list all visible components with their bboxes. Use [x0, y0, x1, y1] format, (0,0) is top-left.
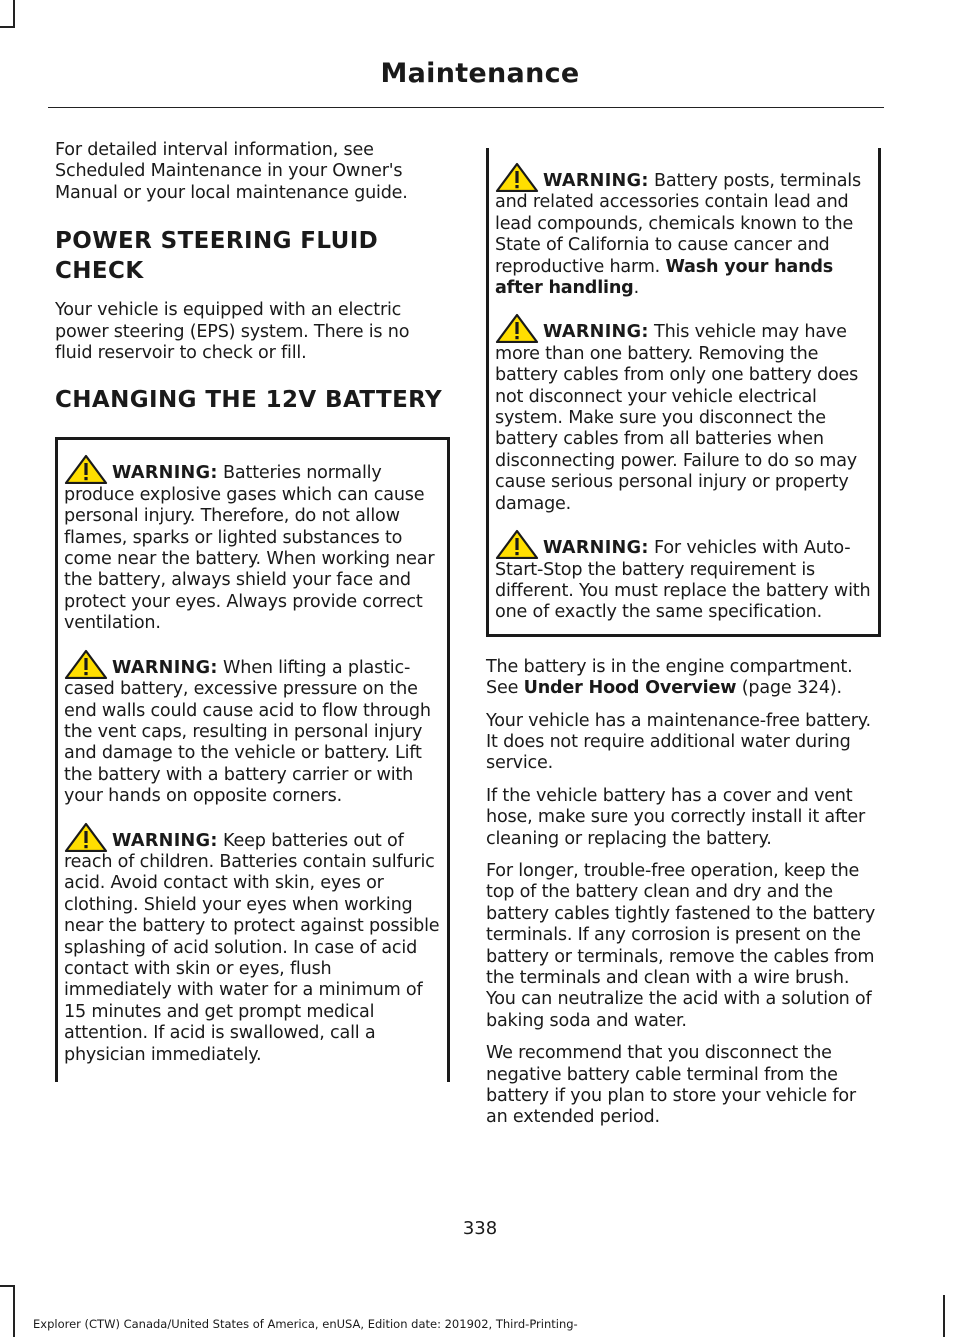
warning-end: .: [633, 278, 639, 299]
footer-edition: Explorer (CTW) Canada/United States of America, enUSA, Edition date: 201902, Third-Printing-: [33, 1317, 578, 1331]
warning-triangle-icon: [64, 649, 108, 679]
header-rule: [48, 107, 884, 108]
crop-mark: [13, 1285, 15, 1337]
warning-label: WARNING:: [112, 657, 218, 678]
warning-box-right: [486, 148, 881, 637]
warning-label: WARNING:: [112, 463, 218, 484]
section-heading-battery: CHANGING THE 12V BATTERY: [55, 387, 443, 414]
cover-vent-paragraph: If the vehicle battery has a cover and vent hose, make sure you correctly install it after cleaning or replacing the battery.: [486, 785, 866, 849]
warning-label: WARNING:: [543, 171, 649, 191]
battery-location-text: The battery is in the engine compartment. See: [486, 656, 853, 699]
under-hood-overview-link[interactable]: Under Hood Overview: [523, 678, 737, 699]
warning-emphasis: Wash your hands after handling: [495, 256, 834, 299]
maintenance-free-paragraph: Your vehicle has a maintenance-free battery. It does not require additional water during service.: [486, 710, 871, 774]
warning-triangle-icon: [495, 162, 539, 192]
warning-triangle-icon: [495, 529, 539, 559]
warning-text: Battery posts, terminals and related accessories contain lead and lead compounds, chemicals known to the State of California to cause cancer and reproductive harm.: [495, 171, 861, 277]
warning-auto-start-stop: [495, 529, 872, 624]
page-title: Maintenance: [380, 58, 580, 89]
storage-paragraph: We recommend that you disconnect the negative battery cable terminal from the battery if you plan to store your vehicle for an extended period.: [486, 1043, 856, 1128]
warning-children-acid: [64, 822, 441, 1066]
warning-label: WARNING:: [543, 322, 649, 343]
warning-box-left: [55, 437, 450, 1082]
crop-mark: [13, 0, 15, 28]
section-heading-power-steering: POWER STEERING FLUID CHECK: [55, 228, 379, 285]
warning-label: WARNING:: [543, 538, 649, 559]
warning-triangle-icon: [64, 822, 108, 852]
warning-text: This vehicle may have more than one battery. Removing the battery cables from only one battery does not disconnect your vehicle electrical system. Make sure you disconnect the battery cables from all batteries when disconnecting power. Failure to do so may cause serious personal injury or property damage.: [495, 322, 859, 514]
warning-explosive-gases: [64, 454, 441, 634]
power-steering-paragraph: Your vehicle is equipped with an electric power steering (EPS) system. There is no fluid reservoir to check or fill.: [55, 300, 410, 364]
warning-text: When lifting a plastic-cased battery, excessive pressure on the end walls could cause acid to flow through the vent caps, resulting in personal injury and damage to the vehicle or battery. Lift the battery with a battery carrier or with your hands on opposite corners.: [64, 657, 431, 807]
warning-text: Keep batteries out of reach of children. Batteries contain sulfuric acid. Avoid contact with skin, eyes or clothing. Shield your eyes when working near the battery to protect against possible splashing of acid solution. In case of acid contact with skin or eyes, flush immediately with water for a minimum of 15 minutes and get prompt medical attention. If acid is swallowed, call a physician immediately.: [64, 830, 440, 1065]
warning-label: WARNING:: [112, 830, 218, 851]
battery-location-paragraph: [486, 657, 881, 700]
warning-triangle-icon: [64, 454, 108, 484]
warning-triangle-icon: [495, 313, 539, 343]
page-number: 338: [462, 1218, 498, 1239]
right-column: [486, 148, 881, 1140]
warning-text: For vehicles with Auto-Start-Stop the battery requirement is different. You must replace the battery with one of exactly the same specification.: [495, 538, 871, 623]
crop-mark: [0, 26, 15, 28]
warning-multiple-batteries: [495, 313, 872, 515]
crop-mark: [0, 1285, 15, 1287]
warning-text: Batteries normally produce explosive gases which can cause personal injury. Therefore, do not allow flames, sparks or lighted substances to come near the battery. When working near the battery, always shield your face and protect your eyes. Always provide correct ventilation.: [64, 463, 435, 634]
battery-care-paragraph: For longer, trouble-free operation, keep the top of the battery clean and dry and the battery cables tightly fastened to the battery terminals. If any corrosion is present on the battery or terminals, remove the cables from the terminals and clean with a wire brush. You can neutralize the acid with a solution of baking soda and water.: [486, 860, 876, 1031]
crop-mark: [943, 1295, 945, 1337]
warning-lifting-battery: [64, 649, 441, 808]
intro-paragraph: For detailed interval information, see Scheduled Maintenance in your Owner's Manual or your local maintenance guide.: [55, 140, 408, 203]
left-column: [55, 140, 450, 1096]
warning-lead-compounds: [495, 162, 872, 299]
battery-location-page: (page 324).: [736, 678, 842, 699]
